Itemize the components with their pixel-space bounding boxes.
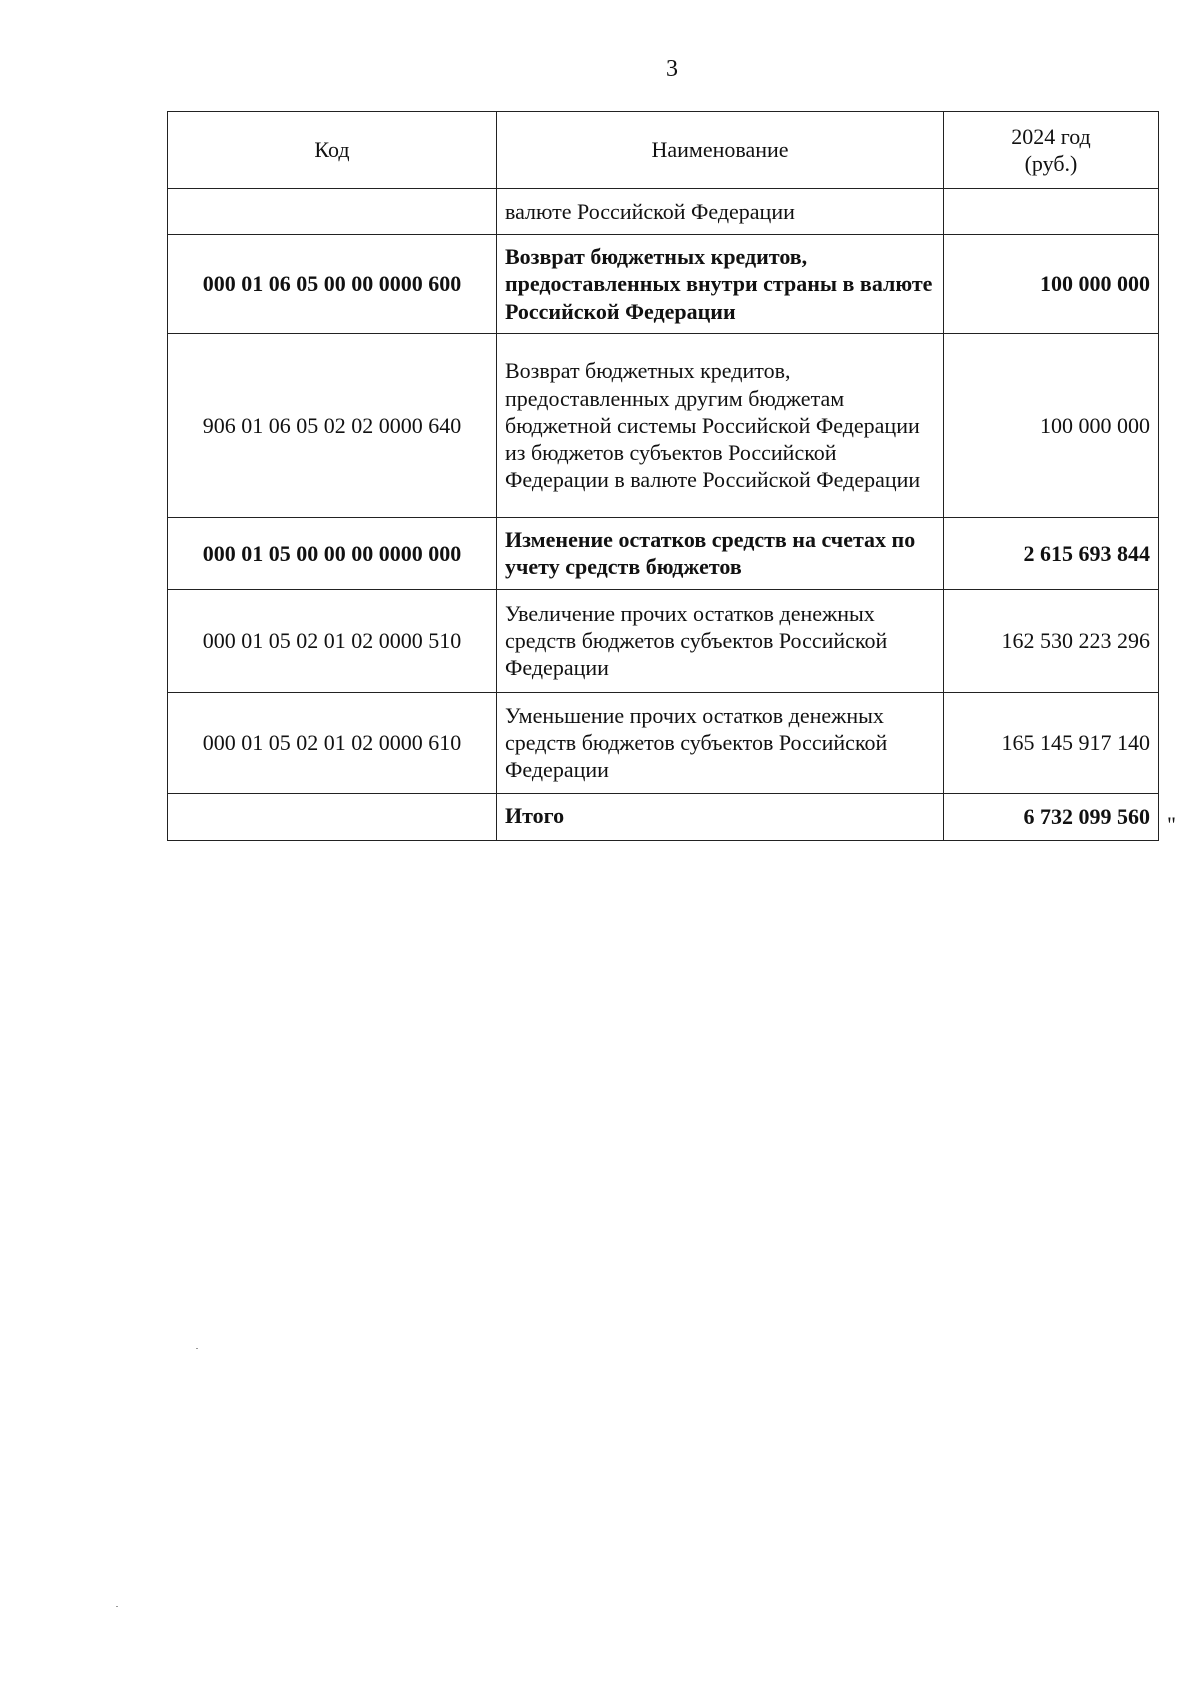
total-row bbox=[168, 793, 1159, 840]
row-value: 100 000 000 bbox=[944, 235, 1159, 334]
table-row bbox=[168, 235, 1159, 334]
row-value: 162 530 223 296 bbox=[944, 589, 1159, 692]
budget-table bbox=[167, 111, 1159, 841]
row-value: 165 145 917 140 bbox=[944, 692, 1159, 793]
table-row bbox=[168, 189, 1159, 235]
total-value: 6 732 099 560 bbox=[944, 793, 1159, 840]
table-row bbox=[168, 518, 1159, 590]
row-name: Уменьшение прочих остатков денежных средств бюджетов субъектов Российской Федерации bbox=[497, 692, 944, 793]
scan-speck bbox=[196, 1348, 198, 1349]
table-row bbox=[168, 334, 1159, 518]
row-name: Увеличение прочих остатков денежных средств бюджетов субъектов Российской Федерации bbox=[497, 589, 944, 692]
table-header-row bbox=[168, 112, 1159, 189]
row-value bbox=[944, 189, 1159, 235]
header-code: Код bbox=[168, 112, 497, 189]
total-code bbox=[168, 793, 497, 840]
row-name: валюте Российской Федерации bbox=[497, 189, 944, 235]
scan-speck bbox=[116, 1606, 118, 1607]
row-code: 000 01 05 00 00 00 0000 000 bbox=[168, 518, 497, 590]
row-name: Возврат бюджетных кредитов, предоставленных другим бюджетам бюджетной системы Российской Федерации из бюджетов субъектов Российской Федерации в валюте Российской Федерации bbox=[497, 334, 944, 518]
row-name: Изменение остатков средств на счетах по учету средств бюджетов bbox=[497, 518, 944, 590]
row-value: 2 615 693 844 bbox=[944, 518, 1159, 590]
row-code bbox=[168, 189, 497, 235]
row-code: 000 01 05 02 01 02 0000 510 bbox=[168, 589, 497, 692]
page-number: 3 bbox=[666, 56, 678, 82]
header-name: Наименование bbox=[497, 112, 944, 189]
total-label: Итого bbox=[497, 793, 944, 840]
table-row bbox=[168, 589, 1159, 692]
row-code: 000 01 06 05 00 00 0000 600 bbox=[168, 235, 497, 334]
row-name: Возврат бюджетных кредитов, предоставленных внутри страны в валюте Российской Федерации bbox=[497, 235, 944, 334]
table-row bbox=[168, 692, 1159, 793]
header-value: 2024 год (руб.) bbox=[944, 112, 1159, 189]
row-value: 100 000 000 bbox=[944, 334, 1159, 518]
row-code: 906 01 06 05 02 02 0000 640 bbox=[168, 334, 497, 518]
row-code: 000 01 05 02 01 02 0000 610 bbox=[168, 692, 497, 793]
closing-quote: " bbox=[1167, 812, 1176, 837]
